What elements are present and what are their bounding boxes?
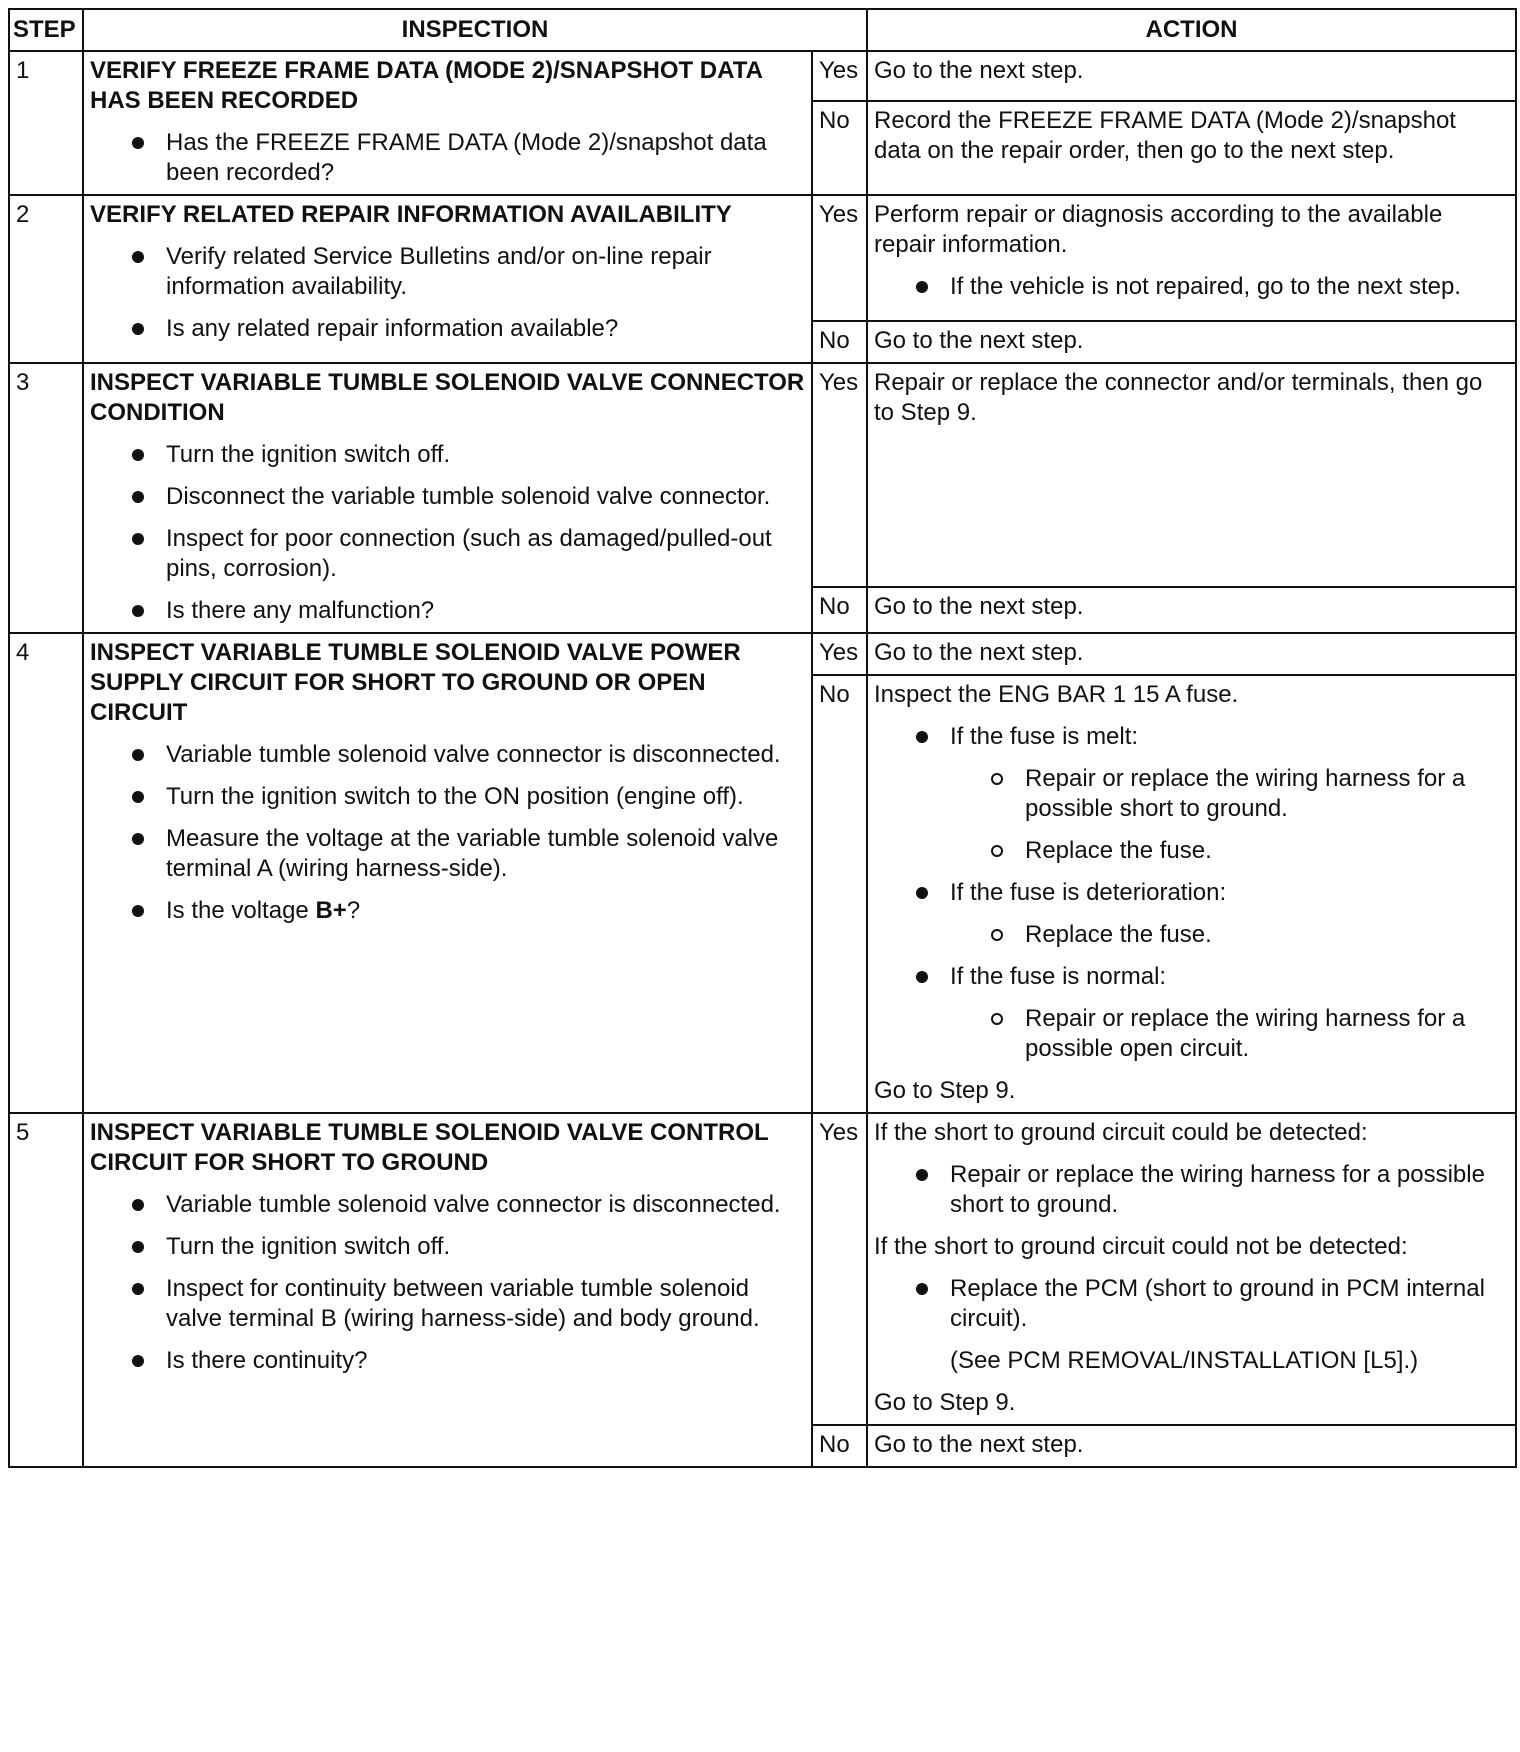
yes-label: Yes	[812, 633, 867, 675]
bullet-text: If the fuse is melt:	[950, 723, 1139, 750]
bullet-text: Is the voltage	[166, 897, 316, 924]
step-number: 1	[9, 51, 83, 195]
inspection-cell	[83, 1113, 812, 1467]
bullet-text: Variable tumble solenoid valve connector is disconnected.	[166, 1191, 781, 1218]
inspection-bullet	[90, 1346, 805, 1376]
inspection-bullet	[90, 824, 805, 884]
bullet-text: If the vehicle is not repaired, go to the next step.	[950, 273, 1461, 300]
bullet-text: Replace the fuse.	[1025, 921, 1212, 948]
step-number: 2	[9, 195, 83, 363]
bullet-text: Replace the fuse.	[1025, 837, 1212, 864]
action-sub-bullet	[874, 1004, 1509, 1064]
inspection-bullet	[90, 482, 805, 512]
yes-label: Yes	[812, 1113, 867, 1425]
action-bullet	[874, 272, 1509, 302]
action-column-header: ACTION	[867, 9, 1516, 51]
action-text: If the short to ground circuit could not be detected:	[874, 1233, 1408, 1260]
inspection-cell	[83, 195, 812, 363]
step-1-yes-row	[9, 51, 1516, 101]
hollow-bullet-icon	[991, 929, 1003, 941]
yes-label: Yes	[812, 195, 867, 321]
inspection-bullet	[90, 1232, 805, 1262]
bullet-text: Turn the ignition switch to the ON position (engine off).	[166, 783, 744, 810]
bullet-dot-icon	[132, 137, 144, 149]
inspection-bullet	[90, 128, 805, 188]
bullet-dot-icon	[916, 281, 928, 293]
bullet-dot-icon	[916, 731, 928, 743]
header-row	[9, 9, 1516, 51]
bullet-dot-icon	[132, 1355, 144, 1367]
hollow-bullet-icon	[991, 845, 1003, 857]
action-text: Go to the next step.	[874, 1431, 1084, 1458]
diagnostic-procedure-document	[8, 8, 1515, 1468]
no-label: No	[812, 321, 867, 363]
action-text: Go to the next step.	[874, 639, 1084, 666]
bullet-dot-icon	[132, 323, 144, 335]
bullet-dot-icon	[132, 533, 144, 545]
no-label: No	[812, 1425, 867, 1467]
bullet-text: Verify related Service Bulletins and/or on-line repair information availability.	[166, 243, 712, 300]
reference-note: (See PCM REMOVAL/INSTALLATION [L5].)	[950, 1347, 1419, 1374]
action-text: Inspect the ENG BAR 1 15 A fuse.	[874, 681, 1239, 708]
bullet-dot-icon	[132, 1283, 144, 1295]
hollow-bullet-icon	[991, 1013, 1003, 1025]
inspection-bullet	[90, 440, 805, 470]
action-text: Go to the next step.	[874, 327, 1084, 354]
no-action-cell	[867, 675, 1516, 1113]
bullet-dot-icon	[132, 1241, 144, 1253]
bullet-text: Replace the PCM (short to ground in PCM internal circuit).	[950, 1275, 1485, 1332]
bullet-text: Has the FREEZE FRAME DATA (Mode 2)/snapshot data been recorded?	[166, 129, 767, 186]
no-action-cell	[867, 587, 1516, 633]
step-2-yes-row	[9, 195, 1516, 321]
step-5-yes-row	[9, 1113, 1516, 1425]
yes-action-cell	[867, 633, 1516, 675]
no-action-cell	[867, 321, 1516, 363]
inspection-bullet	[90, 242, 805, 302]
action-bullet	[874, 722, 1509, 752]
action-sub-bullet	[874, 764, 1509, 824]
bullet-dot-icon	[132, 491, 144, 503]
bullet-dot-icon	[916, 1283, 928, 1295]
bullet-text: Inspect for poor connection (such as damaged/pulled-out pins, corrosion).	[166, 525, 772, 582]
action-text: If the short to ground circuit could be detected:	[874, 1119, 1368, 1146]
bullet-text: Is there continuity?	[166, 1347, 368, 1374]
inspection-title: INSPECT VARIABLE TUMBLE SOLENOID VALVE POWER SUPPLY CIRCUIT FOR SHORT TO GROUND OR OPEN CIRCUIT	[90, 639, 741, 726]
bullet-dot-icon	[132, 605, 144, 617]
inspection-cell	[83, 363, 812, 633]
action-text: Repair or replace the connector and/or terminals, then go to Step 9.	[874, 369, 1483, 426]
bullet-text: Variable tumble solenoid valve connector is disconnected.	[166, 741, 781, 768]
bullet-text: Inspect for continuity between variable tumble solenoid valve terminal B (wiring harness-side) and body ground.	[166, 1275, 760, 1332]
bullet-text: If the fuse is normal:	[950, 963, 1167, 990]
inspection-bullet	[90, 314, 805, 344]
yes-action-cell	[867, 1113, 1516, 1425]
action-text: Go to Step 9.	[874, 1389, 1016, 1416]
bullet-text: Turn the ignition switch off.	[166, 1233, 451, 1260]
inspection-bullet	[90, 1274, 805, 1334]
yes-action-cell	[867, 51, 1516, 101]
action-sub-bullet	[874, 836, 1509, 866]
bullet-dot-icon	[916, 1169, 928, 1181]
bullet-dot-icon	[916, 971, 928, 983]
bullet-text: Is there any malfunction?	[166, 597, 435, 624]
no-label: No	[812, 587, 867, 633]
inspection-column-header: INSPECTION	[83, 9, 867, 51]
inspection-title: VERIFY FREEZE FRAME DATA (MODE 2)/SNAPSHOT DATA HAS BEEN RECORDED	[90, 57, 763, 114]
action-text: Go to the next step.	[874, 593, 1084, 620]
bullet-text: Repair or replace the wiring harness for a possible short to ground.	[950, 1161, 1485, 1218]
action-bullet	[874, 962, 1509, 992]
action-sub-bullet	[874, 920, 1509, 950]
bullet-dot-icon	[132, 449, 144, 461]
bullet-text: Repair or replace the wiring harness for a possible short to ground.	[1025, 765, 1466, 822]
voltage-value: B+	[315, 897, 347, 924]
inspection-title: VERIFY RELATED REPAIR INFORMATION AVAILABILITY	[90, 201, 732, 228]
hollow-bullet-icon	[991, 773, 1003, 785]
inspection-cell	[83, 633, 812, 1113]
bullet-text: Turn the ignition switch off.	[166, 441, 451, 468]
action-bullet	[874, 1274, 1509, 1334]
bullet-text: Disconnect the variable tumble solenoid valve connector.	[166, 483, 771, 510]
bullet-dot-icon	[132, 1199, 144, 1211]
inspection-bullet	[90, 896, 805, 926]
action-text: Record the FREEZE FRAME DATA (Mode 2)/snapshot data on the repair order, then go to the next step.	[874, 107, 1456, 164]
action-text: Go to Step 9.	[874, 1077, 1016, 1104]
bullet-text: Repair or replace the wiring harness for a possible open circuit.	[1025, 1005, 1466, 1062]
bullet-dot-icon	[132, 833, 144, 845]
bullet-text: Measure the voltage at the variable tumble solenoid valve terminal A (wiring harness-side).	[166, 825, 779, 882]
yes-action-cell	[867, 195, 1516, 321]
yes-label: Yes	[812, 51, 867, 101]
step-4-yes-row	[9, 633, 1516, 675]
inspection-bullet	[90, 740, 805, 770]
diagnostic-table	[8, 8, 1517, 1468]
bullet-dot-icon	[132, 791, 144, 803]
inspection-title: INSPECT VARIABLE TUMBLE SOLENOID VALVE CONTROL CIRCUIT FOR SHORT TO GROUND	[90, 1119, 769, 1176]
yes-action-cell	[867, 363, 1516, 587]
inspection-bullet	[90, 524, 805, 584]
bullet-dot-icon	[132, 749, 144, 761]
inspection-title: INSPECT VARIABLE TUMBLE SOLENOID VALVE CONNECTOR CONDITION	[90, 369, 805, 426]
step-number: 5	[9, 1113, 83, 1467]
yes-label: Yes	[812, 363, 867, 587]
bullet-text-suffix: ?	[346, 897, 361, 924]
step-3-yes-row	[9, 363, 1516, 587]
step-column-header: STEP	[9, 9, 83, 51]
bullet-text: If the fuse is deterioration:	[950, 879, 1227, 906]
bullet-dot-icon	[916, 887, 928, 899]
action-bullet	[874, 1160, 1509, 1220]
inspection-cell	[83, 51, 812, 195]
no-action-cell	[867, 101, 1516, 195]
inspection-bullet	[90, 782, 805, 812]
inspection-bullet	[90, 596, 805, 626]
inspection-bullet	[90, 1190, 805, 1220]
step-number: 4	[9, 633, 83, 1113]
no-action-cell	[867, 1425, 1516, 1467]
bullet-text: Is any related repair information available?	[166, 315, 619, 342]
no-label: No	[812, 675, 867, 1113]
step-number: 3	[9, 363, 83, 633]
action-text: Go to the next step.	[874, 57, 1084, 84]
action-bullet	[874, 878, 1509, 908]
action-text: Perform repair or diagnosis according to the available repair information.	[874, 201, 1443, 258]
no-label: No	[812, 101, 867, 195]
bullet-dot-icon	[132, 905, 144, 917]
bullet-dot-icon	[132, 251, 144, 263]
